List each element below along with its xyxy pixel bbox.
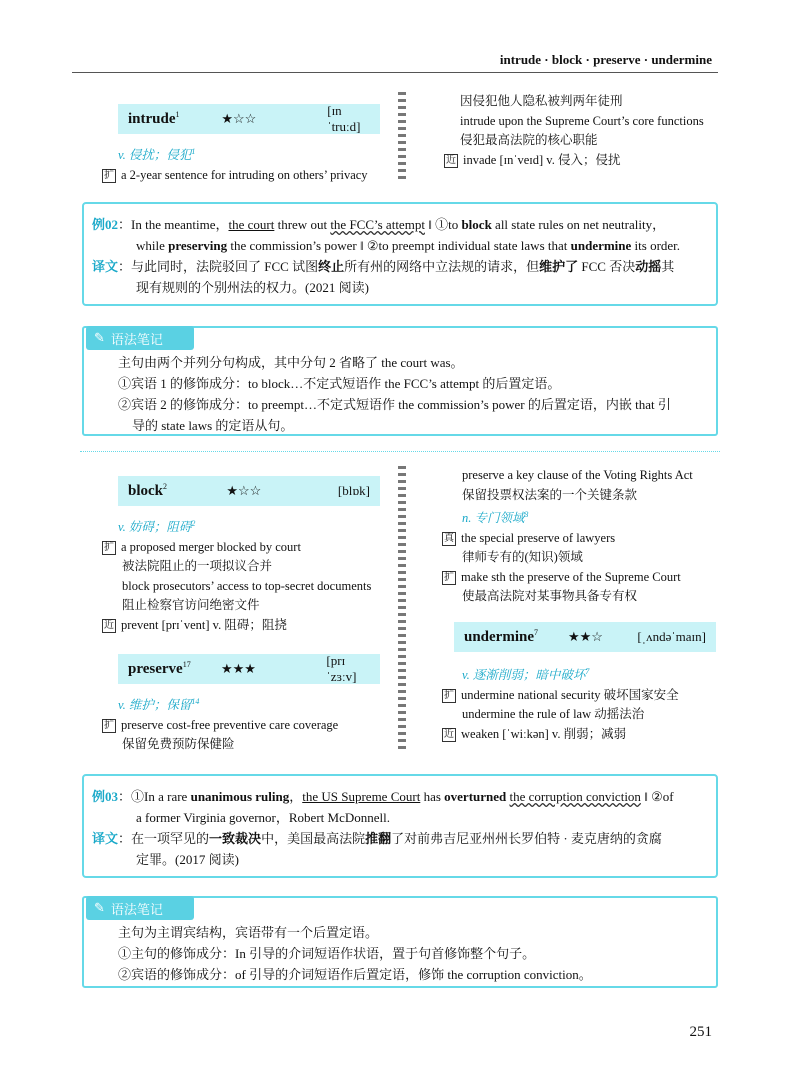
near-synonym-tag: 近 — [446, 154, 456, 166]
synonym: invade [ɪnˈveɪd] v. 侵入；侵扰 — [463, 152, 621, 167]
headword: block$^2$ — [128, 482, 168, 499]
phrase-translation: 侵犯最高法院的核心职能 — [460, 133, 598, 147]
near-synonym-tag: 近 — [104, 619, 114, 631]
extension-tag: 扩 — [444, 571, 454, 583]
frequency-stars: ★☆☆ — [221, 111, 257, 126]
intrude-entry — [104, 142, 368, 185]
preserve-entry: v. 维护；保留$^{14}$ 扩 preserve cost-free preventive care coverage 保留免费预防保健险 — [102, 692, 338, 755]
near-synonym-tag: 近 — [444, 728, 454, 740]
headword: preserve$^{17}$ — [128, 660, 191, 677]
phonetic: [prɪˈzɜːv] — [326, 653, 357, 684]
pen-icon: ✎ — [94, 330, 105, 346]
word-card-undermine — [454, 622, 716, 652]
sense: n. 专门领域$^3$ — [462, 510, 529, 526]
example-02: 例02：In the meantime，the court threw out the FCC’s attempt ‖ ①to block all state rules on net neutrality， while preserving the commission’s power ‖ ②to preempt individual state laws that undermine its order. 译文：与此同时，法院驳回了 FCC 试图终止所有州的网络中立法规的请求，但维护了 FCC 否决动摇其 现有规则的个别州法的权力。(2021 阅读) — [92, 217, 681, 295]
header-rule — [72, 72, 718, 73]
preserve-entry-cont: preserve a key clause of the Voting Rights Act 保留投票权法案的一个关键条款 n. 专门领域$^3$ 真 the special preserve of lawyers 律师专有的(知识)领域 扩 make sth the preserve of the Supreme Court 使最高法院对某事物具备专有权 — [444, 468, 693, 604]
grammar-note-title: ✎ 语法笔记 — [86, 896, 194, 920]
undermine-entry: v. 逐渐削弱；暗中破坏$^7$ 扩 undermine national security 破坏国家安全 undermine the rule of law 动摇法治 近 weaken [ˈwiːkən] v. 削弱；减弱 — [442, 662, 679, 744]
word-card-preserve — [118, 654, 380, 684]
frequency-stars: ★☆☆ — [226, 483, 262, 498]
block-entry: v. 妨碍；阻碍$^2$ 扩 a proposed merger blocked by court 被法院阻止的一项拟议合并 block prosecutors’ access to top-secret documents 阻止检察官访问绝密文件 近 prevent [prɪˈvent] v. 阻碍；阻挠 — [102, 514, 371, 635]
word-card-block — [118, 476, 380, 506]
section-separator — [80, 451, 720, 452]
column-divider — [398, 466, 406, 752]
pen-icon: ✎ — [94, 900, 105, 916]
extension-tag: 扩 — [104, 541, 114, 553]
extension-tag: 扩 — [104, 169, 114, 181]
intrude-entry-cont — [444, 92, 704, 170]
sense: v. 侵扰；侵犯$^1$ — [118, 147, 196, 163]
phrase: intrude upon the Supreme Court’s core functions — [460, 113, 704, 128]
sense: v. 维护；保留$^{14}$ — [118, 697, 200, 713]
example-03: 例03：①In a rare unanimous ruling，the US Supreme Court has overturned the corruption conviction ‖ ②of a former Virginia governor，Robert McDonnell. 译文：在一项罕见的一致裁决中，美国最高法院推翻了对前弗吉尼亚州州长罗伯特 · 麦克唐纳的贪腐 定罪。(2017 阅读) — [92, 789, 674, 867]
page-number: 251 — [689, 1024, 712, 1040]
word-card-intrude — [118, 104, 380, 134]
sense: v. 逐渐削弱；暗中破坏$^7$ — [462, 667, 590, 683]
frequency-stars: ★★★ — [220, 661, 256, 676]
real-exam-tag: 真 — [444, 532, 454, 544]
phrase: a 2-year sentence for intruding on others’ privacy — [121, 167, 368, 182]
phonetic: [blɒk] — [337, 483, 370, 498]
grammar-note-title: ✎ 语法笔记 — [86, 326, 194, 350]
headword: undermine$^7$ — [464, 628, 539, 645]
frequency-stars: ★★☆ — [568, 629, 603, 644]
extension-tag: 扩 — [104, 719, 114, 731]
headword: intrude$^1$ — [128, 110, 180, 127]
extension-tag: 扩 — [444, 689, 454, 701]
phonetic: [ɪnˈtruːd] — [327, 103, 361, 134]
running-header: intrude · block · preserve · undermine — [499, 52, 712, 67]
grammar-note-body: 主句为主谓宾结构，宾语带有一个后置定语。 ①主句的修饰成分：In 引导的介词短语作状语，置于句首修饰整个句子。 ②宾语的修饰成分：of 引导的介词短语作后置定语，修饰 the corruption conviction。 — [118, 925, 592, 982]
phonetic: [ˌʌndəˈmaɪn] — [637, 629, 706, 644]
grammar-note-body: 主句由两个并列分句构成，其中分句 2 省略了 the court was。 ①宾语 1 的修饰成分：to block…不定式短语作 the FCC’s attempt 的后置定语。 ②宾语 2 的修饰成分：to preempt…不定式短语作 the commission’s power 的后置定语，内嵌 that 引 导的 state laws 的定语从句。 — [118, 355, 671, 433]
column-divider — [398, 92, 406, 180]
sense: v. 妨碍；阻碍$^2$ — [118, 519, 196, 535]
phrase-translation: 因侵犯他人隐私被判两年徒刑 — [460, 94, 623, 108]
